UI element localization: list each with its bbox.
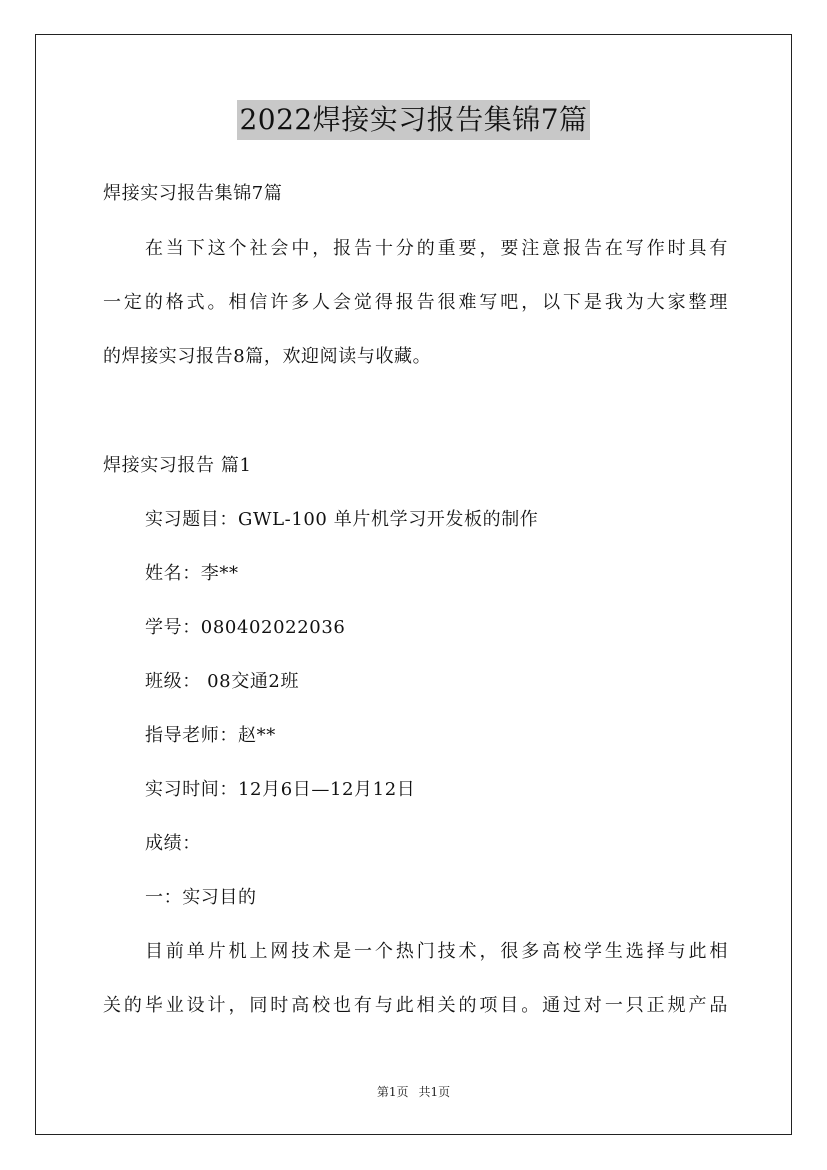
body-line-2: 关的毕业设计，同时高校也有与此相关的项目。通过对一只正规产品 bbox=[103, 995, 728, 1016]
page-number: 第1页 bbox=[376, 1085, 409, 1099]
field-student-id: 学号：080402022036 bbox=[145, 617, 346, 638]
field-period: 实习时间：12月6日—12月12日 bbox=[145, 779, 416, 800]
body-line-1: 目前单片机上网技术是一个热门技术，很多高校学生选择与此相 bbox=[145, 941, 728, 962]
page-total: 共1页 bbox=[418, 1085, 451, 1099]
document-title: 2022焊接实习报告集锦7篇 bbox=[237, 100, 589, 140]
field-name: 姓名：李** bbox=[145, 563, 239, 584]
field-advisor: 指导老师：赵** bbox=[145, 725, 276, 746]
section-purpose-heading: 一：实习目的 bbox=[145, 887, 257, 908]
intro-line-3: 的焊接实习报告8篇，欢迎阅读与收藏。 bbox=[103, 346, 432, 367]
intro-line-1: 在当下这个社会中，报告十分的重要，要注意报告在写作时具有 bbox=[145, 238, 728, 259]
field-class: 班级： 08交通2班 bbox=[145, 671, 300, 692]
field-grade: 成绩： bbox=[145, 833, 201, 854]
document-subtitle: 焊接实习报告集锦7篇 bbox=[103, 183, 283, 204]
section-heading: 焊接实习报告 篇1 bbox=[103, 455, 252, 476]
title-container bbox=[0, 100, 827, 140]
intro-line-2: 一定的格式。相信许多人会觉得报告很难写吧，以下是我为大家整理 bbox=[103, 292, 728, 313]
page-footer bbox=[0, 1084, 827, 1100]
field-topic: 实习题目：GWL-100 单片机学习开发板的制作 bbox=[145, 509, 539, 530]
